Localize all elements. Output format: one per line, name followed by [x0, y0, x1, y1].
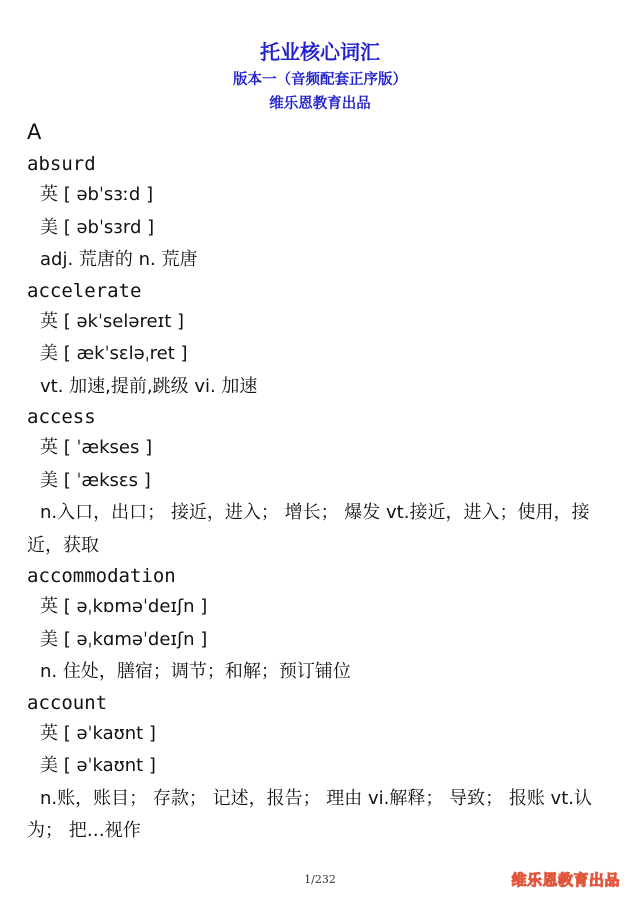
- us-pronunciation: 美 [ əbˈsɜrd ]: [40, 216, 155, 238]
- definition: vt. 加速,提前,跳级 vi. 加速: [40, 375, 258, 397]
- us-pronunciation: 美 [ ækˈsɛləˌret ]: [40, 343, 188, 364]
- uk-pronunciation: 英 [ əbˈsɜːd ]: [40, 184, 154, 205]
- us-pronunciation: 美 [ əˌkɑməˈdeɪʃn ]: [40, 628, 208, 650]
- vocab-word: absurd: [27, 153, 96, 175]
- page-subtitle: 版本一（音频配套正序版）: [233, 72, 407, 88]
- vocab-entry: [27, 277, 617, 404]
- page-title: 托业核心词汇: [260, 40, 380, 64]
- definition: n.入口，出口； 接近，进入； 增长； 爆发 vt.接近，进入；使用，接近，获取: [27, 502, 590, 556]
- definition: adj. 荒唐的 n. 荒唐: [40, 249, 198, 270]
- publisher-line: 维乐恩教育出品: [269, 96, 371, 112]
- vocab-entry: [27, 689, 617, 848]
- uk-pronunciation: 英 [ ˈækses ]: [40, 437, 153, 458]
- vocab-word: accommodation: [27, 565, 176, 587]
- definition: n. 住处，膳宿；调节；和解；预订铺位: [40, 661, 351, 682]
- uk-pronunciation: 英 [ əˈkaʊnt ]: [40, 722, 156, 744]
- uk-pronunciation: 英 [ əˌkɒməˈdeɪʃn ]: [40, 596, 208, 617]
- definition: n.账，账目； 存款； 记述，报告； 理由 vi.解释； 导致； 报账 vt.认为； 把…视作: [27, 787, 592, 841]
- page-number: 1/232: [304, 873, 336, 886]
- vocab-word: accelerate: [27, 279, 142, 302]
- vocabulary-list: [27, 150, 617, 848]
- uk-pronunciation: 英 [ əkˈseləreɪt ]: [40, 310, 185, 332]
- vocab-word: account: [27, 691, 108, 714]
- watermark-logo: 维乐恩教育出品: [511, 871, 620, 889]
- us-pronunciation: 美 [ əˈkaʊnt ]: [40, 755, 156, 776]
- vocab-word: access: [27, 406, 96, 428]
- section-letter: A: [27, 120, 42, 144]
- vocab-entry: [27, 150, 617, 277]
- us-pronunciation: 美 [ ˈæksɛs ]: [40, 469, 151, 491]
- vocab-entry: [27, 562, 617, 689]
- vocab-entry: [27, 403, 617, 562]
